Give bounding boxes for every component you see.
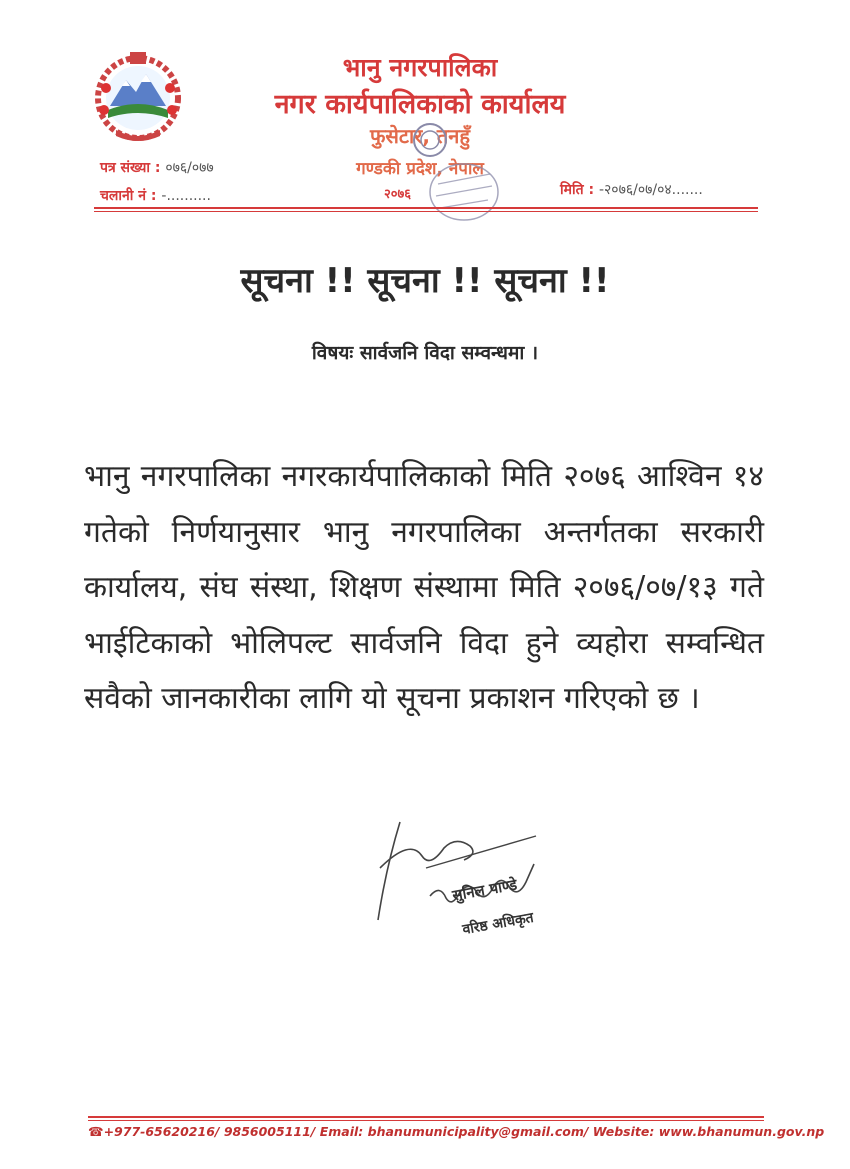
reference-label: पत्र संख्या : [100,160,161,176]
dispatch-number [100,186,211,205]
office-name: नगर कार्यपालिकाको कार्यालय [274,89,566,120]
header-divider-thin [94,211,758,212]
notice-title: सूचना !! सूचना !! सूचना !! [240,261,610,301]
notice-subject: विषयः सार्वजनि विदा सम्वन्धमा । [311,342,539,364]
footer-contact: ☎+977-65620216/ 9856005111/ Email: bhanumunicipality@gmail.com/ Website: www.bhanumun.gov.np [88,1124,825,1139]
office-seal-icon [408,120,504,230]
municipality-name: भानु नगरपालिका [342,53,498,82]
header-divider [94,207,758,209]
footer-divider-thin [88,1120,764,1121]
date-label: मिति : [560,182,595,198]
letter-date [560,180,703,199]
signer-title: वरिष्ठ अधिकृत [461,909,535,939]
office-province: गण्डकी प्रदेश, नेपाल [356,159,484,179]
notice-body: भानु नगरपालिका नगरकार्यपालिकाको मिति २०७६ आश्विन १४ गतेको निर्णयानुसार भानु नगरपालिका अन्तर्गतका सरकारी कार्यालय, संघ संस्था, शिक्षण संस्थामा मिति २०७६/०७/१३ गते भाईटिकाको भोलिपल्ट सार्वजनि विदा हुने व्यहोरा सम्वन्धित सवैको जानकारीका लागि यो सूचना प्रकाशन गरिएको छ । [84,459,764,716]
reference-number [100,158,214,177]
footer-divider [88,1116,764,1118]
reference-value: ०७६/०७७ [165,160,214,176]
dispatch-label: चलानी नं : [100,188,157,204]
nepal-emblem-icon [86,48,190,146]
date-value: -२०७६/०७/०४....... [598,182,703,198]
dispatch-value: -.......... [161,188,211,204]
office-address: फुसेटार, तनहुँ [369,124,471,148]
signer-name: सुनिल पाण्डे [450,875,519,905]
year-stamp: २०७६ [384,187,412,202]
